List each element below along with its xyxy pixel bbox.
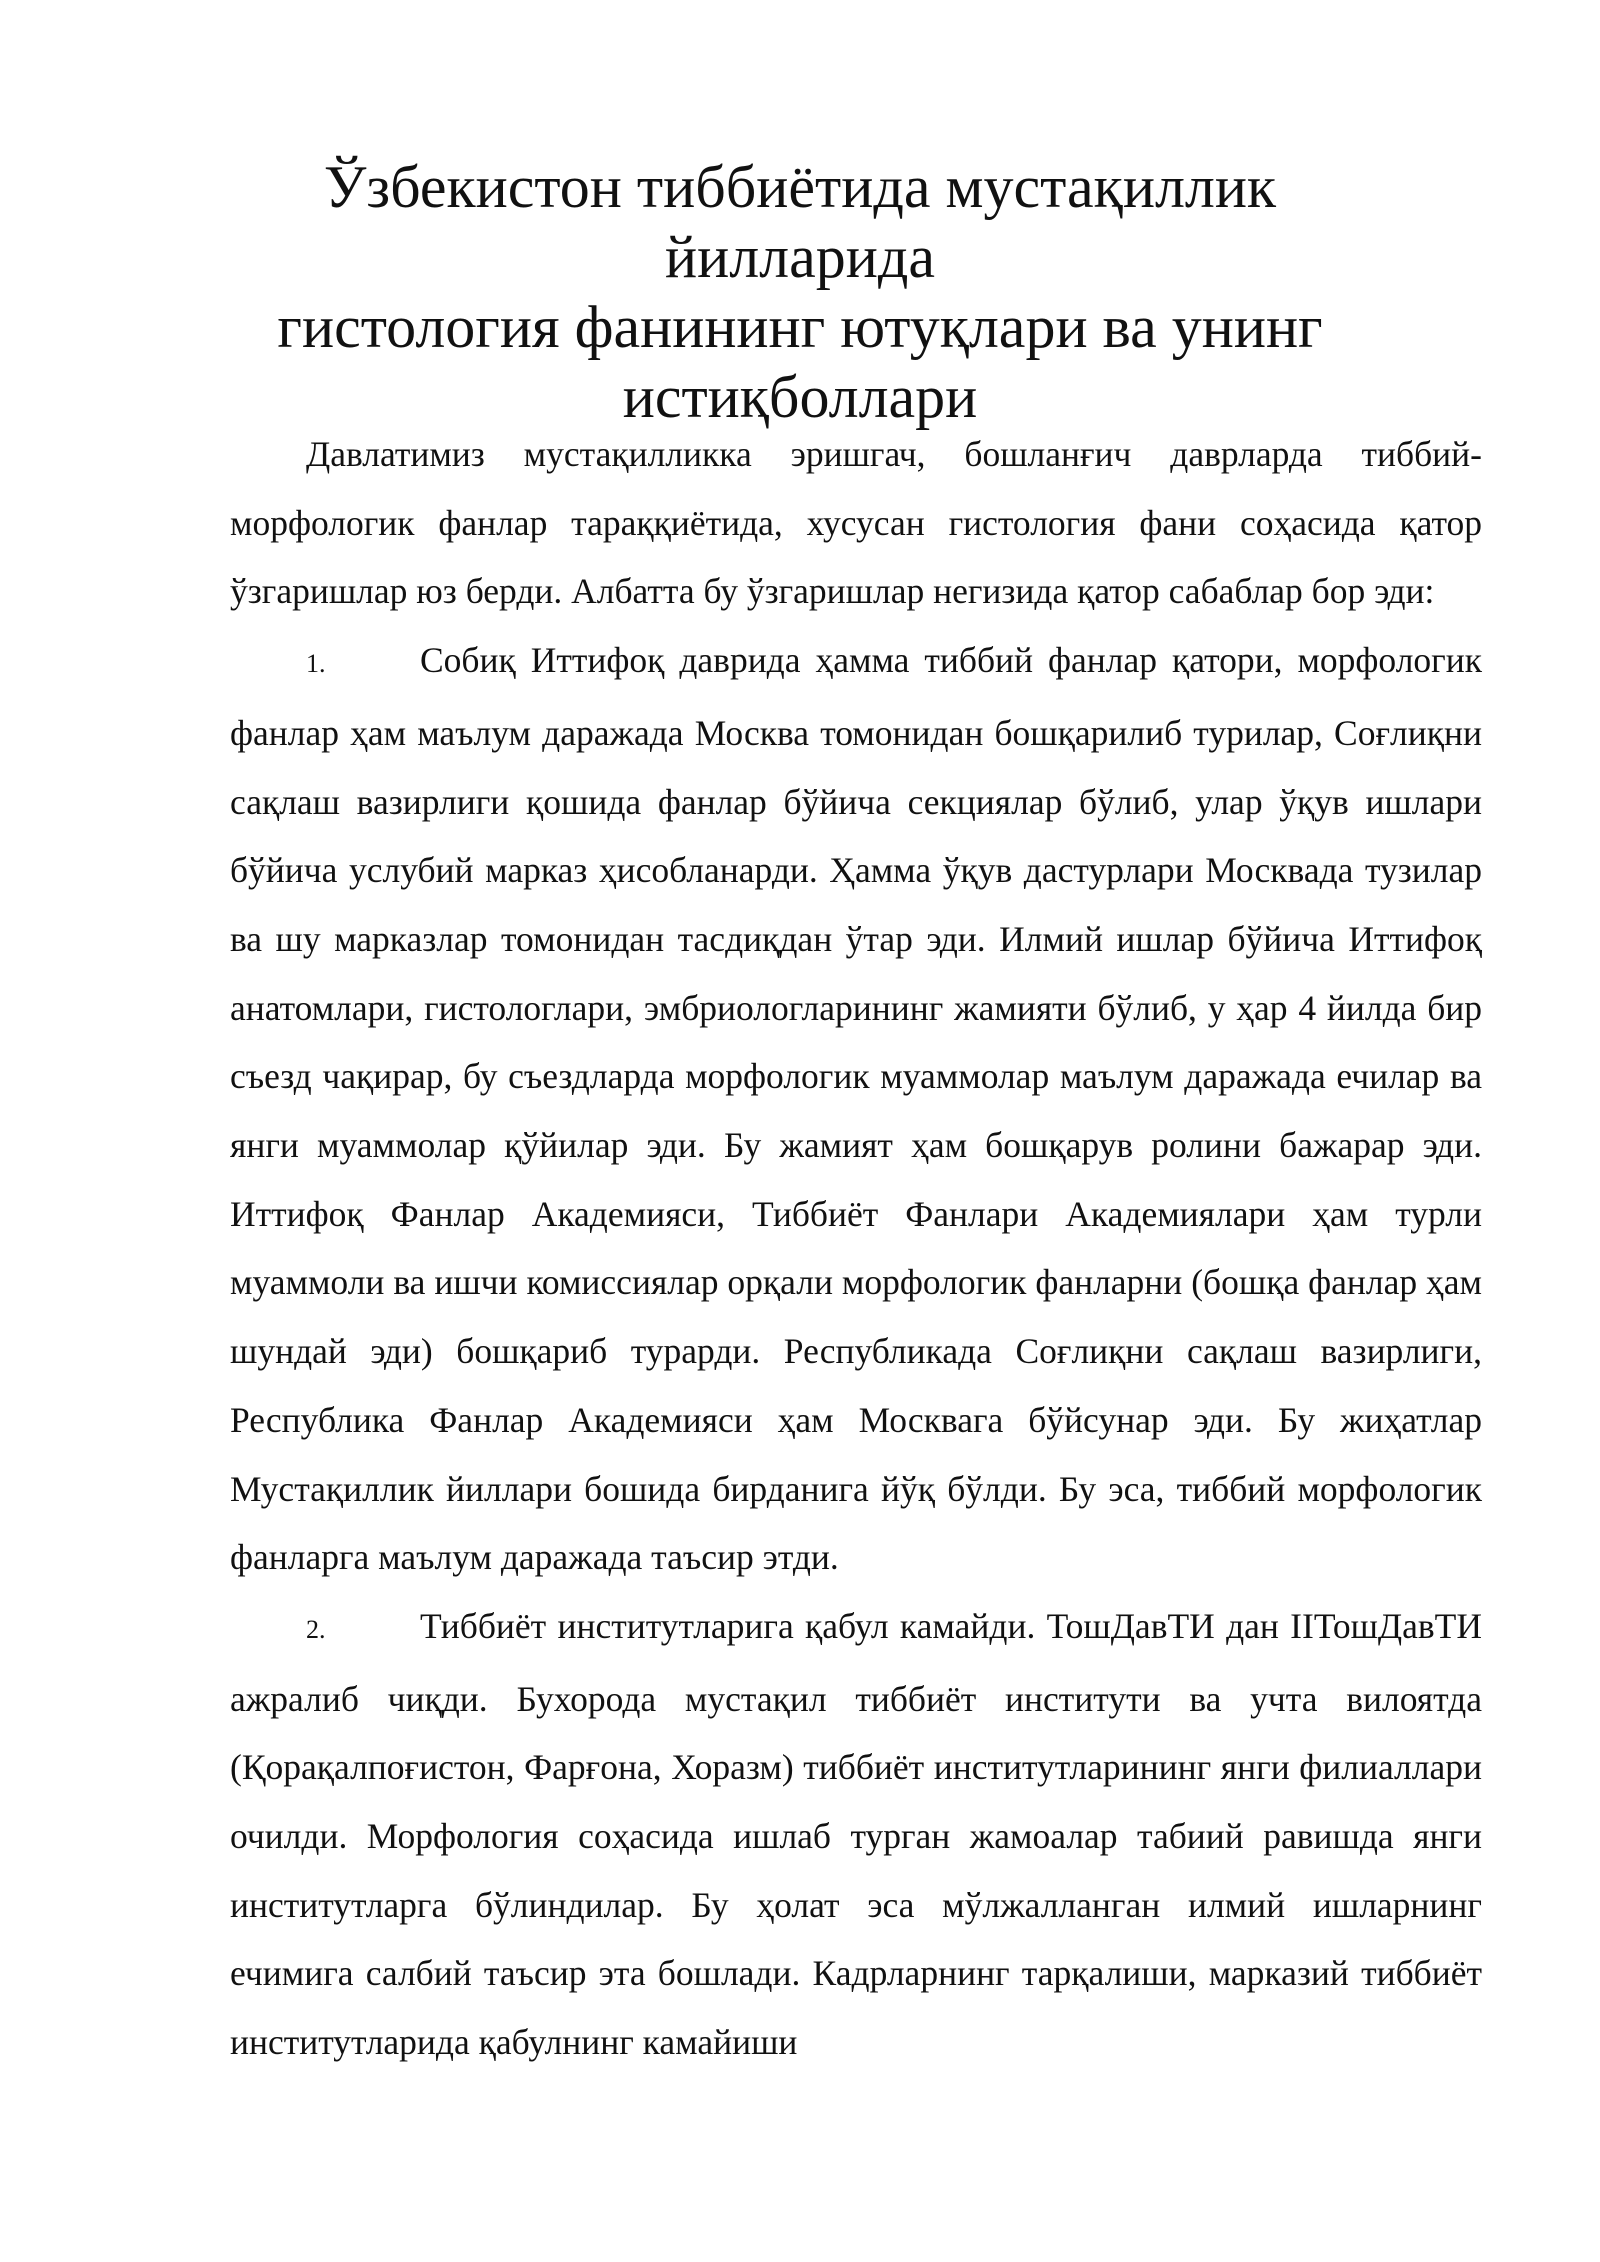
intro-paragraph: Давлатимиз мустақилликка эришгач, бошланғич даврларда тиббий-морфологик фанлар тараққиётида, хусусан гистология фани соҳасида қатор ўзгаришлар юз берди. Албатта бу ўзгаришлар негизида қатор сабаблар бор эди: [230,434,1482,612]
list-item-text: Тиббиёт институтларига қабул камайди. ТошДавТИ дан IIТошДавТИ ажралиб чиқди. Бухорода мустақил тиббиёт институти ва учта вилоятда (Қорақалпоғистон, Фарғона, Хоразм) тиббиёт институтларининг янги филиаллари очилди. Морфология соҳасида ишлаб турган жамоалар табиий равишда янги институтларга бўлиндилар. Бу ҳолат эса мўлжалланган илмий ишларнинг ечимига салбий таъсир эта бошлади. Кадрларнинг тарқалиши, марказий тиббиёт институтларида қабулнинг камайиши [230,1605,1482,2063]
title-line-3: истиқболлари [622,364,978,430]
list-item-text: Собиқ Иттифоқ даврида ҳамма тиббий фанлар қатори, морфологик фанлар ҳам маълум даражада Москва томонидан бошқарилиб турилар, Соғлиқни сақлаш вазирлиги қошида фанлар бўйича секциялар бўлиб, улар ўқув ишлари бўйича услубий марказ ҳисобланарди. Ҳамма ўқув дастурлари Москвада тузилар ва шу марказлар томонидан тасдиқдан ўтар эди. Илмий ишлар бўйича Иттифоқ анатомлари, гистологлари, эмбриологларининг жамияти бўлиб, у ҳар 4 йилда бир съезд чақирар, бу съездларда морфологик муаммолар маълум даражада ечилар ва янги муаммолар қўйилар эди. Бу жамият ҳам бошқарув ролини бажарар эди. Иттифоқ Фанлар Академияси, Тиббиёт Фанлари Академиялари ҳам турли муаммоли ва ишчи комиссиялар орқали морфологик фанларни (бошқа фанлар ҳам шундай эди) бошқариб турарди. Республикада Соғлиқни сақлаш вазирлиги, Республика Фанлар Академияси ҳам Москвага бўйсунар эди. Бу жиҳатлар Мустақиллик йиллари бошида бирданига йўқ бўлди. Бу эса, тиббий морфологик фанларга маълум даражада таъсир этди. [230,640,1482,1578]
title-line-2: гистология фанининг ютуқлари ва унинг [277,294,1323,360]
document-title [200,152,1400,432]
list-item [230,1592,1482,2077]
document-body [230,420,1482,2077]
list-item [230,626,1482,1592]
list-item-number: 2. [306,1614,326,1644]
list-item-number: 1. [306,649,326,679]
title-line-1: Ўзбекистон тиббиётида мустақиллик йилларида [323,154,1277,290]
